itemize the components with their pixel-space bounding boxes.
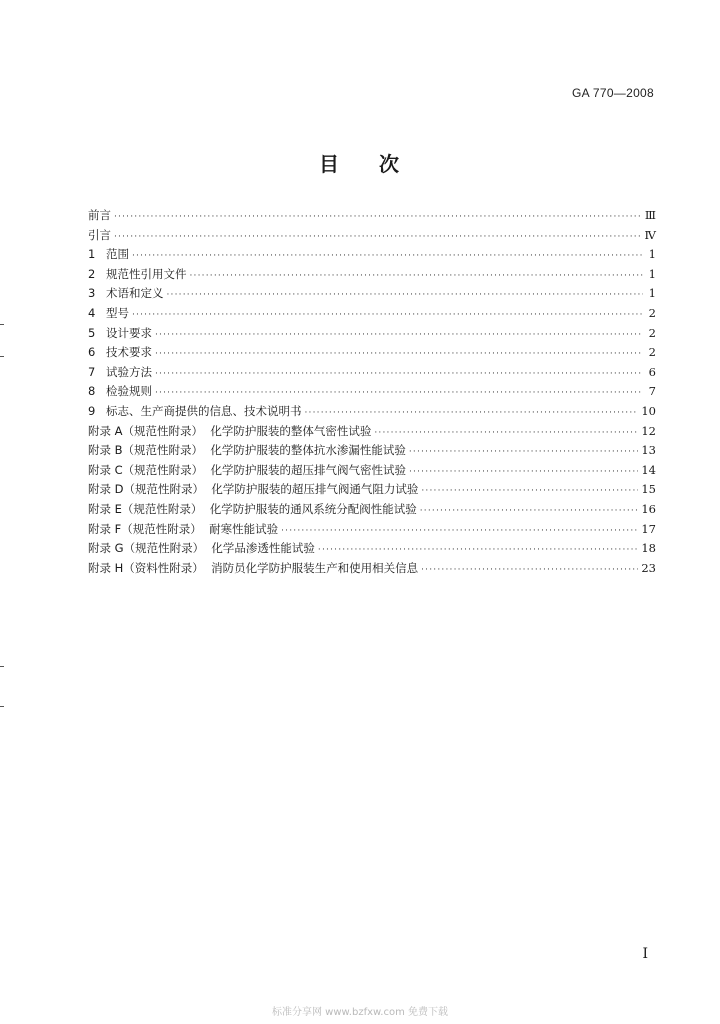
toc-entry-label: 化学防护服装的整体抗水渗漏性能试验 (210, 443, 406, 458)
toc-entry-label: 设计要求 (106, 325, 152, 340)
toc-dot-leader (155, 345, 643, 365)
toc-entry-number: 1 (88, 247, 96, 262)
toc-entry[interactable] (88, 480, 656, 500)
toc-dot-leader (114, 228, 642, 248)
toc-entry-annex-prefix: 附录 B（规范性附录） (88, 443, 211, 458)
toc-entry[interactable] (88, 539, 656, 559)
toc-entry-label: 技术要求 (106, 345, 152, 360)
toc-entry-number: 5 (88, 325, 96, 340)
toc-entry-page: 10 (641, 403, 656, 418)
toc-entry-label: 化学品渗透性能试验 (211, 541, 315, 556)
toc-entry-annex-prefix: 附录 E（规范性附录） (88, 501, 210, 516)
toc-entry[interactable] (88, 402, 656, 422)
toc-entry-page: 17 (641, 521, 656, 536)
toc-entry-number: 3 (88, 286, 96, 301)
toc-entry-number: 2 (88, 266, 96, 281)
toc-entry-page: 14 (641, 462, 656, 477)
toc-dot-leader (374, 424, 638, 444)
toc-entry-label: 型号 (106, 305, 129, 320)
table-of-contents (88, 206, 656, 578)
toc-entry[interactable] (88, 441, 656, 461)
toc-dot-leader (409, 463, 638, 483)
toc-entry[interactable] (88, 363, 656, 383)
toc-entry-number: 4 (88, 305, 96, 320)
toc-dot-leader (167, 286, 644, 306)
standard-code: GA 770—2008 (571, 86, 654, 100)
toc-entry-label: 前言 (88, 208, 111, 222)
toc-entry-number: 7 (88, 364, 96, 379)
toc-entry[interactable] (88, 422, 656, 442)
toc-entry-page: 6 (648, 364, 656, 379)
toc-entry-page: 7 (648, 384, 656, 399)
toc-dot-leader (281, 522, 638, 542)
toc-entry[interactable] (88, 245, 656, 265)
toc-entry-page: 1 (648, 266, 656, 281)
toc-dot-leader (409, 443, 639, 463)
scan-edge-mark (0, 324, 4, 325)
toc-entry-annex-prefix: 附录 F（规范性附录） (88, 521, 210, 536)
toc-entry-page: 12 (641, 423, 656, 438)
toc-entry[interactable] (88, 206, 656, 226)
toc-entry-page: 1 (648, 247, 656, 262)
toc-entry-label: 术语和定义 (106, 286, 164, 301)
toc-entry-page: 2 (648, 325, 656, 340)
toc-entry[interactable] (88, 324, 656, 344)
toc-entry-label: 化学防护服装的超压排气阀气密性试验 (210, 462, 406, 477)
toc-entry-label: 化学防护服装的通风系统分配阀性能试验 (209, 501, 417, 516)
toc-entry[interactable] (88, 304, 656, 324)
scan-edge-mark (0, 706, 4, 707)
toc-entry-number: 9 (88, 403, 96, 418)
scan-edge-mark (0, 356, 4, 357)
toc-entry[interactable] (88, 559, 656, 579)
page-title (0, 148, 720, 177)
toc-entry-page: Ⅲ (644, 208, 656, 222)
toc-entry[interactable] (88, 520, 656, 540)
toc-entry[interactable] (88, 343, 656, 363)
toc-entry-page: Ⅳ (644, 227, 656, 242)
toc-entry-label: 检验规则 (106, 384, 152, 399)
toc-dot-leader (421, 482, 638, 502)
toc-entry-label: 引言 (88, 227, 111, 242)
watermark-text: 标准分享网 www.bzfxw.com 免费下载 (272, 1007, 448, 1018)
toc-entry-label: 标志、生产商提供的信息、技术说明书 (106, 403, 302, 418)
toc-dot-leader (420, 502, 639, 522)
toc-entry[interactable] (88, 284, 656, 304)
toc-entry-number: 6 (88, 345, 96, 360)
toc-entry-label: 范围 (106, 247, 129, 262)
toc-entry-label: 消防员化学防护服装生产和使用相关信息 (211, 560, 419, 575)
toc-entry-annex-prefix: 附录 D（规范性附录） (88, 482, 212, 497)
toc-entry-label: 试验方法 (106, 364, 152, 379)
toc-entry-page: 15 (641, 482, 656, 497)
toc-dot-leader (190, 267, 644, 287)
toc-entry-page: 13 (641, 443, 656, 458)
toc-entry-page: 18 (641, 541, 656, 556)
toc-entry[interactable] (88, 382, 656, 402)
page-title-char-1: 目 (319, 152, 341, 176)
toc-dot-leader (132, 306, 643, 326)
toc-entry-annex-prefix: 附录 G（规范性附录） (88, 541, 212, 556)
toc-dot-leader (155, 326, 643, 346)
toc-entry-page: 23 (641, 560, 656, 575)
toc-entry[interactable] (88, 461, 656, 481)
toc-dot-leader (155, 365, 643, 385)
page-number: I (642, 946, 648, 962)
toc-entry-label: 化学防护服装的超压排气阀通气阻力试验 (211, 482, 419, 497)
toc-entry[interactable] (88, 500, 656, 520)
toc-entry-annex-prefix: 附录 H（资料性附录） (88, 560, 212, 575)
page-title-char-2: 次 (379, 152, 401, 176)
toc-entry-page: 2 (648, 345, 656, 360)
toc-entry-page: 2 (648, 305, 656, 320)
toc-entry-annex-prefix: 附录 A（规范性附录） (88, 423, 211, 438)
toc-entry-label: 耐寒性能试验 (209, 521, 279, 536)
scan-edge-mark (0, 666, 4, 667)
toc-dot-leader (114, 208, 642, 228)
toc-entry-annex-prefix: 附录 C（规范性附录） (88, 462, 211, 477)
toc-dot-leader (132, 247, 643, 267)
toc-entry-label: 化学防护服装的整体气密性试验 (210, 423, 372, 438)
toc-entry-page: 1 (648, 286, 656, 301)
toc-dot-leader (421, 561, 638, 581)
toc-entry-page: 16 (641, 501, 656, 516)
toc-entry-label: 规范性引用文件 (106, 266, 187, 281)
toc-entry[interactable] (88, 265, 656, 285)
toc-entry-number: 8 (88, 384, 96, 399)
toc-entry[interactable] (88, 226, 656, 246)
